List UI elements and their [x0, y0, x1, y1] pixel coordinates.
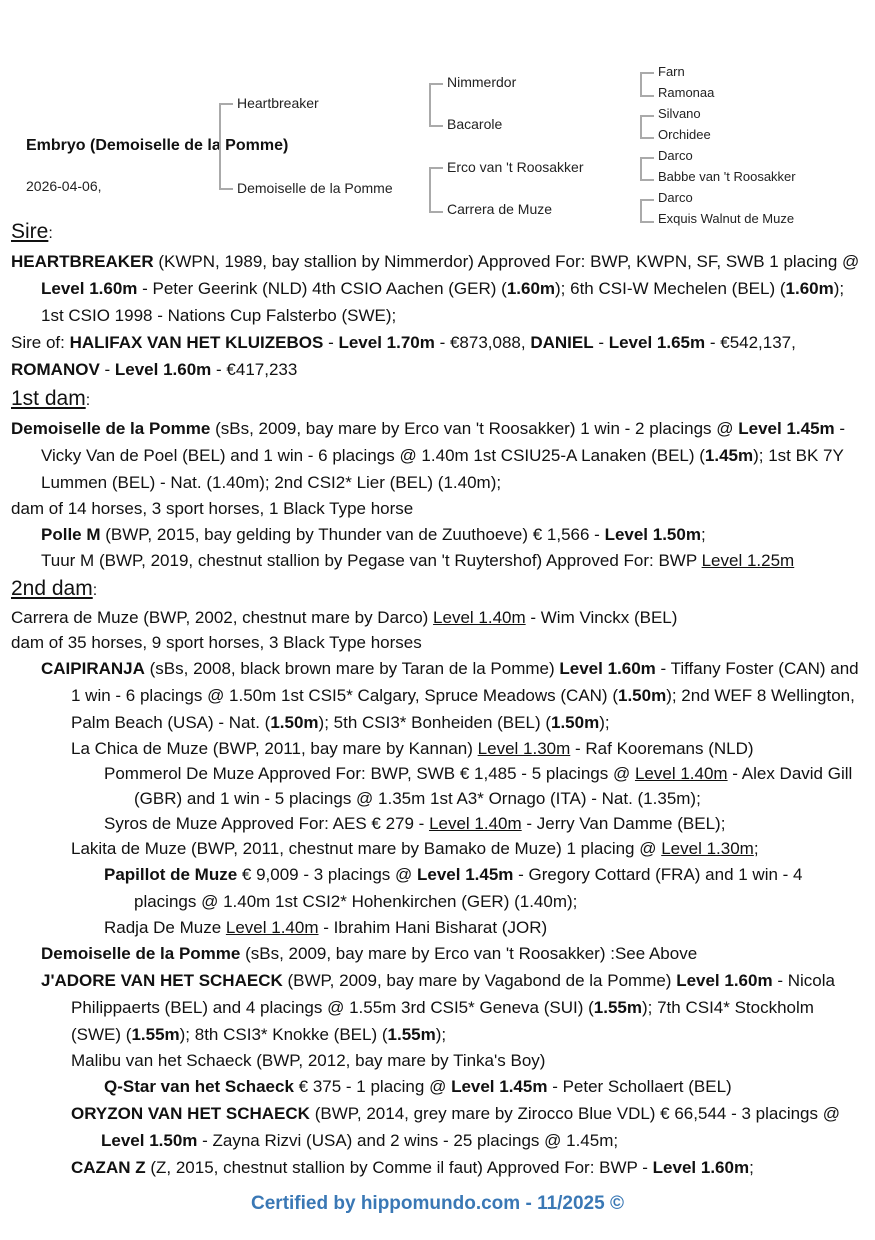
level-link[interactable]: Level 1.40m: [429, 814, 522, 833]
pedigree-ds[interactable]: Erco van 't Roosakker: [447, 159, 584, 175]
page-title: Embryo (Demoiselle de la Pomme): [26, 137, 289, 154]
level-link[interactable]: Level 1.40m: [225, 918, 319, 937]
sire-offspring: Sire of: HALIFAX VAN HET KLUIZEBOS - Level 1.70m - €873,088, DANIEL - Level 1.65m - €542,137, ROMANOV - Level 1.60m - €417,233: [11, 333, 796, 379]
offspring-name: DANIEL: [530, 333, 594, 352]
certification-footer[interactable]: Certified by hippomundo.com - 11/2025 ©: [251, 1193, 624, 1214]
section-header-sire: Sire:: [11, 220, 53, 243]
offspring-entry: Papillot de Muze € 9,009 - 3 placings @ Level 1.45m - Gregory Cottard (FRA) and 1 win - 4 placings @ 1.40m 1st CSI2* Hohenkirchen (GER) (1.40m);: [104, 865, 803, 911]
level-link[interactable]: Level 1.40m: [433, 608, 526, 627]
pedigree-sdd[interactable]: Orchidee: [658, 127, 711, 142]
bracket-gen1: [219, 103, 233, 190]
offspring-entry: Pommerol De Muze Approved For: BWP, SWB € 1,485 - 5 placings @ Level 1.40m - Alex David Gill (GBR) and 1 win - 5 placings @ 1.35m 1st A3* Ornago (ITA) - Nat. (1.35m);: [104, 764, 853, 808]
offspring-entry: Malibu van het Schaeck (BWP, 2012, bay mare by Tinka's Boy): [71, 1051, 546, 1070]
pedigree-dss[interactable]: Darco: [658, 148, 693, 163]
offspring-entry: Demoiselle de la Pomme (sBs, 2009, bay mare by Erco van 't Roosakker) :See Above: [41, 944, 698, 963]
dam2-summary: dam of 35 horses, 9 sport horses, 3 Black Type horses: [11, 633, 422, 652]
pedigree-dam[interactable]: Demoiselle de la Pomme: [237, 180, 393, 196]
dam1-entry: Demoiselle de la Pomme (sBs, 2009, bay mare by Erco van 't Roosakker) 1 win - 2 placings @ Level 1.45m - Vicky Van de Poel (BEL) and 1 win - 6 placings @ 1.40m 1st CSIU25-A Lanaken (BEL) (1.45m); 1st BK 7Y Lummen (BEL) - Nat. (1.40m); 2nd CSI2* Lier (BEL) (1.40m);: [11, 419, 846, 492]
bracket-gen3-2: [640, 115, 654, 139]
pedigree-sd[interactable]: Bacarole: [447, 116, 503, 132]
offspring-name: HALIFAX VAN HET KLUIZEBOS: [69, 333, 324, 352]
bracket-gen3-1: [640, 72, 654, 97]
pedigree-dsd[interactable]: Babbe van 't Roosakker: [658, 169, 796, 184]
pedigree-sds[interactable]: Silvano: [658, 106, 701, 121]
pedigree-ssd[interactable]: Ramonaa: [658, 85, 715, 100]
level-link[interactable]: Level 1.30m: [661, 839, 754, 858]
pedigree-sss[interactable]: Farn: [658, 64, 685, 79]
dam1-summary: dam of 14 horses, 3 sport horses, 1 Black Type horse: [11, 499, 414, 518]
pedigree-dds[interactable]: Darco: [658, 190, 693, 205]
offspring-entry: Q-Star van het Schaeck € 375 - 1 placing @ Level 1.45m - Peter Schollaert (BEL): [104, 1077, 732, 1096]
offspring-entry: ORYZON VAN HET SCHAECK (BWP, 2014, grey mare by Zirocco Blue VDL) € 66,544 - 3 placings @ Level 1.50m - Zayna Rizvi (USA) and 2 wins - 25 placings @ 1.45m;: [71, 1104, 840, 1150]
pedigree-report: [11, 216, 861, 1181]
level-link[interactable]: Level 1.25m: [701, 551, 795, 570]
level-link[interactable]: Level 1.30m: [477, 739, 571, 758]
sire-entry: HEARTBREAKER (KWPN, 1989, bay stallion by Nimmerdor) Approved For: BWP, KWPN, SF, SWB 1 placing @ Level 1.60m - Peter Geerink (NLD) 4th CSIO Aachen (GER) (1.60m); 6th CSI-W Mechelen (BEL) (1.60m); 1st CSIO 1998 - Nations Cup Falsterbo (SWE);: [11, 252, 860, 325]
offspring-name: ROMANOV: [11, 360, 100, 379]
pedigree-ss[interactable]: Nimmerdor: [447, 74, 517, 90]
offspring-entry: Radja De Muze Level 1.40m - Ibrahim Hani Bisharat (JOR): [104, 918, 548, 937]
bracket-gen2-dam: [429, 167, 443, 213]
pedigree-sire[interactable]: Heartbreaker: [237, 95, 319, 111]
section-header-dam1: 1st dam:: [11, 387, 91, 410]
offspring-entry: J'ADORE VAN HET SCHAECK (BWP, 2009, bay mare by Vagabond de la Pomme) Level 1.60m - Nicola Philippaerts (BEL) and 4 placings @ 1.55m 3rd CSI5* Geneva (SUI) (1.55m); 7th CSI4* Stockholm (SWE) (1.55m); 8th CSI3* Knokke (BEL) (1.55m);: [41, 971, 835, 1044]
offspring-entry: Syros de Muze Approved For: AES € 279 - Level 1.40m - Jerry Van Damme (BEL);: [104, 814, 726, 833]
offspring-entry: Tuur M (BWP, 2019, chestnut stallion by Pegase van 't Ruytershof) Approved For: BWP Level 1.25m: [41, 551, 795, 570]
level-link[interactable]: Level 1.40m: [634, 764, 728, 783]
dam2-entry: Carrera de Muze (BWP, 2002, chestnut mare by Darco) Level 1.40m - Wim Vinckx (BEL): [11, 608, 678, 627]
pedigree-dd[interactable]: Carrera de Muze: [447, 201, 553, 217]
offspring-entry: Polle M (BWP, 2015, bay gelding by Thunder van de Zuuthoeve) € 1,566 - Level 1.50m;: [41, 525, 706, 544]
offspring-entry: CAZAN Z (Z, 2015, chestnut stallion by Comme il faut) Approved For: BWP - Level 1.60m;: [71, 1158, 754, 1177]
offspring-entry: La Chica de Muze (BWP, 2011, bay mare by Kannan) Level 1.30m - Raf Kooremans (NLD): [71, 739, 754, 758]
pedigree-ddd[interactable]: Exquis Walnut de Muze: [658, 211, 795, 226]
pedigree-tree: [0, 0, 875, 230]
offspring-entry: CAIPIRANJA (sBs, 2008, black brown mare by Taran de la Pomme) Level 1.60m - Tiffany Foster (CAN) and 1 win - 6 placings @ 1.50m 1st CSI5* Calgary, Spruce Meadows (CAN) (1.50m); 2nd WEF 8 Wellington, Palm Beach (USA) - Nat. (1.50m); 5th CSI3* Bonheiden (BEL) (1.50m);: [41, 659, 859, 732]
bracket-gen2-sire: [429, 83, 443, 127]
offspring-entry: Lakita de Muze (BWP, 2011, chestnut mare by Bamako de Muze) 1 placing @ Level 1.30m;: [71, 839, 759, 858]
section-header-dam2: 2nd dam:: [11, 577, 98, 600]
birth-date: 2026-04-06,: [26, 178, 102, 194]
bracket-gen3-3: [640, 157, 654, 181]
sire-name: HEARTBREAKER: [11, 252, 154, 271]
